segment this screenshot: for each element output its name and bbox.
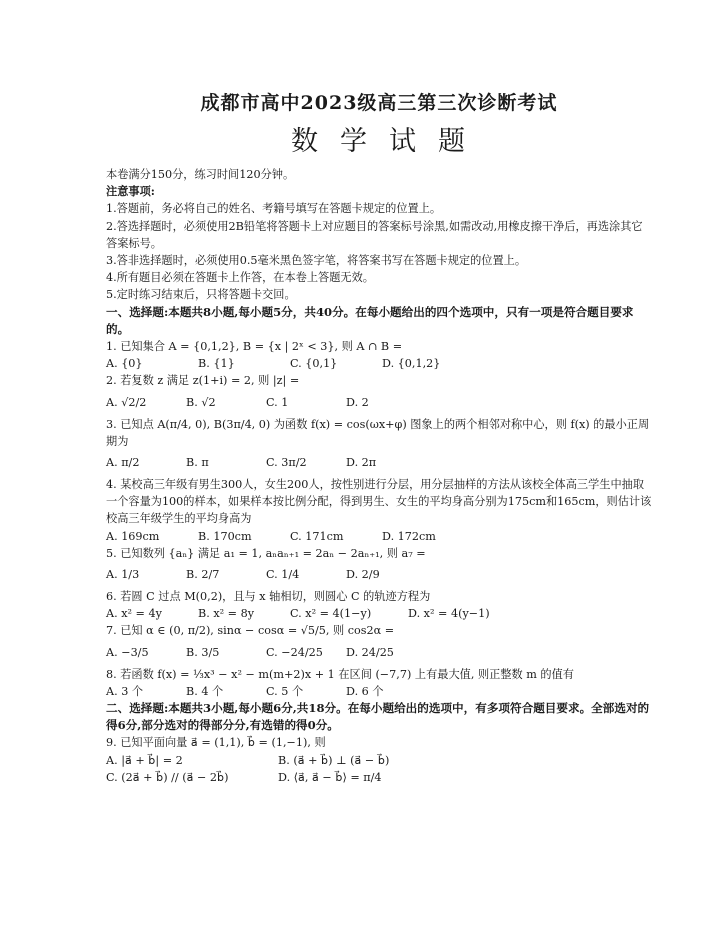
option-row bbox=[106, 605, 652, 622]
option: C. 3π/2 bbox=[266, 456, 307, 470]
option: A. π/2 bbox=[106, 456, 140, 470]
option: B. 3/5 bbox=[186, 645, 220, 659]
question-stem: 7. 已知 α ∈ (0, π/2), sinα − cosα = √5/5, 则 cos2α = bbox=[106, 624, 395, 638]
option: C. 5 个 bbox=[266, 684, 304, 698]
option-row bbox=[106, 450, 652, 476]
option: A. |a⃗ + b⃗| = 2 bbox=[106, 753, 183, 767]
option: D. 172cm bbox=[382, 529, 436, 543]
section-heading: 二、选择题:本题共3小题,每小题6分,共18分。在每小题给出的选项中，有多项符合题目要求。全部选对的得6分,部分选对的得部分分,有选错的得0分。 bbox=[106, 701, 650, 733]
option: B. 2/7 bbox=[186, 568, 220, 582]
question-stem: 2. 若复数 z 满足 z(1+i) = 2, 则 |z| = bbox=[106, 374, 300, 388]
section-heading: 一、选择题:本题共8小题,每小题5分，共40分。在每小题给出的四个选项中，只有一项是符合题目要求的。 bbox=[106, 304, 634, 336]
exam-subtitle: 数学试题 bbox=[291, 126, 487, 157]
option: C. −24/25 bbox=[266, 645, 323, 659]
option: A. {0} bbox=[106, 357, 143, 371]
exam-title: 成都市高中2023级高三第三次诊断考试 bbox=[200, 92, 558, 114]
note-item: 1.答题前，务必将自己的姓名、考籍号填写在答题卡规定的位置上。 bbox=[106, 202, 442, 216]
question-stem: 5. 已知数列 {aₙ} 满足 a₁ = 1, aₙaₙ₊₁ = 2aₙ − 2aₙ₊₁, 则 a₇ = bbox=[106, 546, 426, 560]
note-item: 2.答选择题时，必须使用2B铅笔将答题卡上对应题目的答案标号涂黑,如需改动,用橡皮擦干净后，再选涂其它答案标号。 bbox=[106, 219, 643, 250]
option: C. x² = 4(1−y) bbox=[290, 607, 372, 621]
option: A. 169cm bbox=[106, 529, 160, 543]
option: A. 3 个 bbox=[106, 684, 144, 698]
question-stem: 3. 已知点 A(π/4, 0), B(3π/4, 0) 为函数 f(x) = cos(ωx+φ) 图象上的两个相邻对称中心，则 f(x) 的最小正周期为 bbox=[106, 417, 650, 448]
option: D. 6 个 bbox=[346, 684, 384, 698]
option-row bbox=[106, 390, 652, 416]
option-row bbox=[106, 683, 652, 700]
option: B. 4 个 bbox=[186, 684, 224, 698]
question-stem: 9. 已知平面向量 a⃗ = (1,1), b⃗ = (1,−1), 则 bbox=[106, 736, 326, 750]
option: B. (a⃗ + b⃗) ⊥ (a⃗ − b⃗) bbox=[278, 753, 390, 767]
option: C. 1/4 bbox=[266, 568, 300, 582]
notes-heading: 注意事项: bbox=[106, 184, 155, 199]
option: D. ⟨a⃗, a⃗ − b⃗⟩ = π/4 bbox=[278, 770, 382, 784]
option: B. x² = 8y bbox=[198, 607, 255, 621]
option-row bbox=[106, 752, 652, 769]
option: A. −3/5 bbox=[106, 645, 149, 659]
option: A. √2/2 bbox=[106, 395, 147, 409]
option-row bbox=[106, 355, 652, 372]
option: B. {1} bbox=[198, 357, 235, 371]
option-row bbox=[106, 528, 652, 545]
option-row bbox=[106, 769, 652, 786]
option: C. 171cm bbox=[290, 529, 344, 543]
option: C. (2a⃗ + b⃗) // (a⃗ − 2b⃗) bbox=[106, 770, 229, 784]
option: C. {0,1} bbox=[290, 357, 338, 371]
option-row bbox=[106, 640, 652, 666]
option: D. 2π bbox=[346, 456, 377, 470]
option: D. 2/9 bbox=[346, 568, 380, 582]
option: B. π bbox=[186, 456, 209, 470]
option: D. 24/25 bbox=[346, 645, 394, 659]
option-row bbox=[106, 562, 652, 588]
option: D. {0,1,2} bbox=[382, 357, 441, 371]
option: D. x² = 4(y−1) bbox=[408, 607, 490, 621]
question-stem: 1. 已知集合 A = {0,1,2}, B = {x | 2ˣ < 3}, 则 A ∩ B = bbox=[106, 340, 403, 354]
option: A. 1/3 bbox=[106, 568, 140, 582]
question-stem: 4. 某校高三年级有男生300人，女生200人，按性别进行分层，用分层抽样的方法从该校全体高三学生中抽取一个容量为100的样本，如果样本按比例分配，得到男生、女生的平均身高分别为175cm和165cm，则估计该校高三年级学生的平均身高为 bbox=[106, 478, 652, 526]
note-item: 5.定时练习结束后，只将答题卡交回。 bbox=[106, 288, 296, 302]
option: C. 1 bbox=[266, 395, 289, 409]
note-item: 3.答非选择题时，必须使用0.5毫米黑色签字笔，将答案书写在答题卡规定的位置上。 bbox=[106, 254, 527, 268]
option: B. 170cm bbox=[198, 529, 252, 543]
option: D. 2 bbox=[346, 395, 369, 409]
option: A. x² = 4y bbox=[106, 607, 162, 621]
question-stem: 8. 若函数 f(x) = ⅓x³ − x² − m(m+2)x + 1 在区间 (−7,7) 上有最大值, 则正整数 m 的值有 bbox=[106, 667, 574, 681]
option: B. √2 bbox=[186, 395, 216, 409]
exam-info: 本卷满分150分，练习时间120分钟。 bbox=[106, 168, 295, 181]
question-stem: 6. 若圆 C 过点 M(0,2)，且与 x 轴相切，则圆心 C 的轨迹方程为 bbox=[106, 590, 431, 604]
note-item: 4.所有题目必须在答题卡上作答，在本卷上答题无效。 bbox=[106, 271, 374, 285]
